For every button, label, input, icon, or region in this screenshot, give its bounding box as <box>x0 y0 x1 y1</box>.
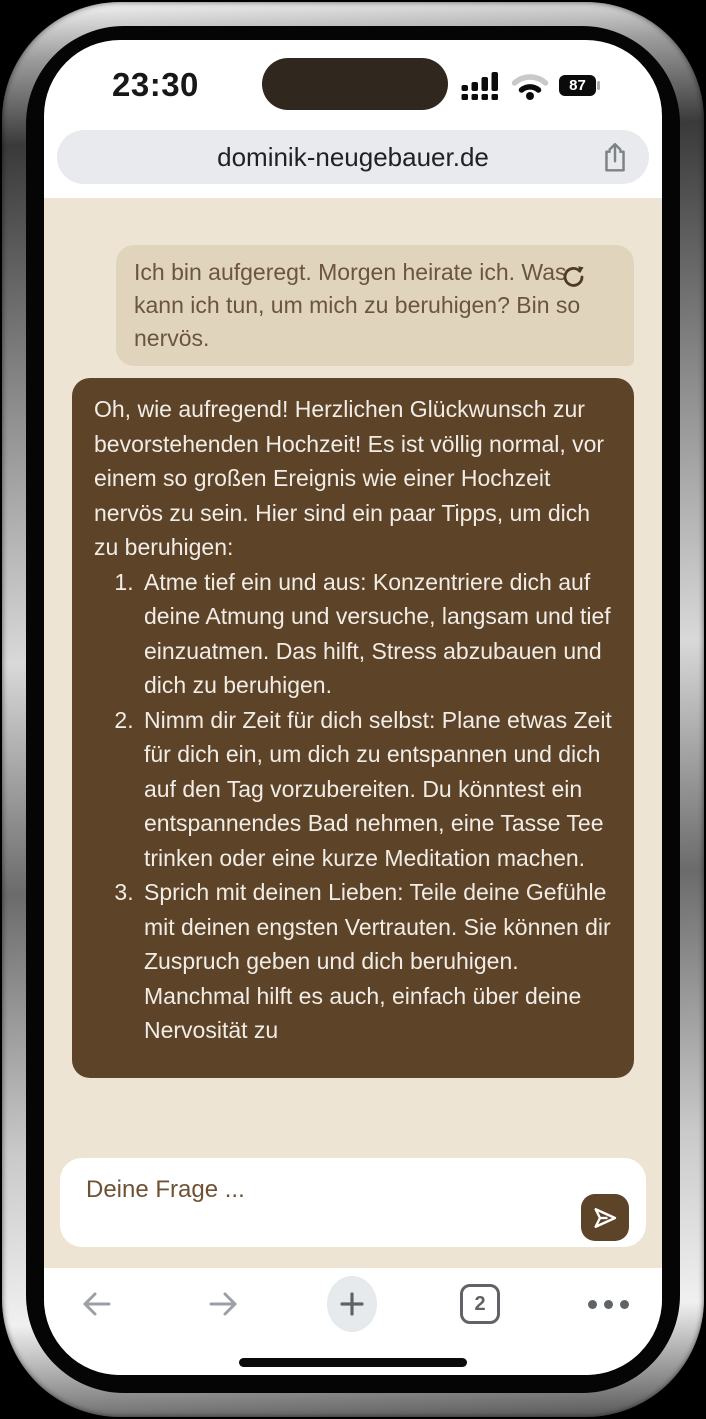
dynamic-island <box>262 58 448 110</box>
url-text[interactable]: dominik-neugebauer.de <box>217 142 489 172</box>
list-item: 2. Nimm dir Zeit für dich selbst: Plane etwas Zeit für dich ein, um dich zu entspannen und dich auf den Tag vorzubereiten. Du könntest ein entspannendes Bad nehmen, eine Tasse Tee trinken oder eine kurze Meditation machen. <box>140 703 612 876</box>
more-icon <box>588 1300 629 1309</box>
webpage-viewport <box>44 198 662 1268</box>
wifi-icon <box>510 71 550 100</box>
user-message-text: Ich bin aufgeregt. Morgen heirate ich. Was kann ich tun, um mich zu beruhigen? Bin so nervös. <box>134 259 581 351</box>
refresh-icon[interactable] <box>560 263 588 291</box>
forward-arrow-icon <box>205 1287 243 1321</box>
battery-icon <box>559 75 602 96</box>
home-indicator[interactable] <box>239 1358 467 1367</box>
chat-input-container <box>60 1158 646 1247</box>
user-message-bubble <box>116 245 634 366</box>
browser-toolbar <box>44 1268 662 1375</box>
question-input[interactable] <box>84 1174 556 1236</box>
status-icons <box>461 71 602 100</box>
chat-message-list[interactable] <box>44 198 662 1140</box>
send-button[interactable] <box>581 1194 629 1241</box>
browser-chrome-top <box>44 100 662 198</box>
phone-screen <box>44 40 662 1375</box>
bot-message-intro: Oh, wie aufregend! Herzlichen Glückwunsch zur bevorstehenden Hochzeit! Es ist völlig normal, vor einem so großen Ereignis wie einer Hochzeit nervös zu sein. Hier sind ein paar Tipps, um dich zu beruhigen: <box>94 396 605 560</box>
new-tab-button[interactable] <box>324 1276 380 1332</box>
bot-message-bubble <box>72 378 634 1078</box>
menu-button[interactable] <box>580 1276 636 1332</box>
battery-percent: 87 <box>559 75 596 96</box>
tab-count-icon: 2 <box>460 1284 500 1324</box>
status-bar <box>44 40 662 103</box>
plus-icon <box>327 1276 377 1332</box>
url-bar[interactable] <box>57 130 649 184</box>
list-item: 3. Sprich mit deinen Lieben: Teile deine Gefühle mit deinen engsten Vertrauten. Sie können dir Zuspruch geben und dich beruhigen. Manchmal hilft es auch, einfach über deine Nervosität zu <box>140 875 612 1048</box>
share-icon[interactable] <box>601 141 629 173</box>
back-arrow-icon <box>77 1287 115 1321</box>
bot-tips-list <box>94 565 612 1048</box>
back-button[interactable] <box>68 1276 124 1332</box>
tab-switcher-button[interactable] <box>452 1276 508 1332</box>
list-item: 1. Atme tief ein und aus: Konzentriere dich auf deine Atmung und versuche, langsam und tief einzuatmen. Das hilft, Stress abzubauen und dich zu beruhigen. <box>140 565 612 703</box>
forward-button[interactable] <box>196 1276 252 1332</box>
battery-nub <box>597 81 600 90</box>
cellular-signal-icon <box>461 72 501 100</box>
clock: 23:30 <box>112 66 199 103</box>
chat-input-row <box>44 1158 662 1247</box>
send-icon <box>590 1203 620 1233</box>
